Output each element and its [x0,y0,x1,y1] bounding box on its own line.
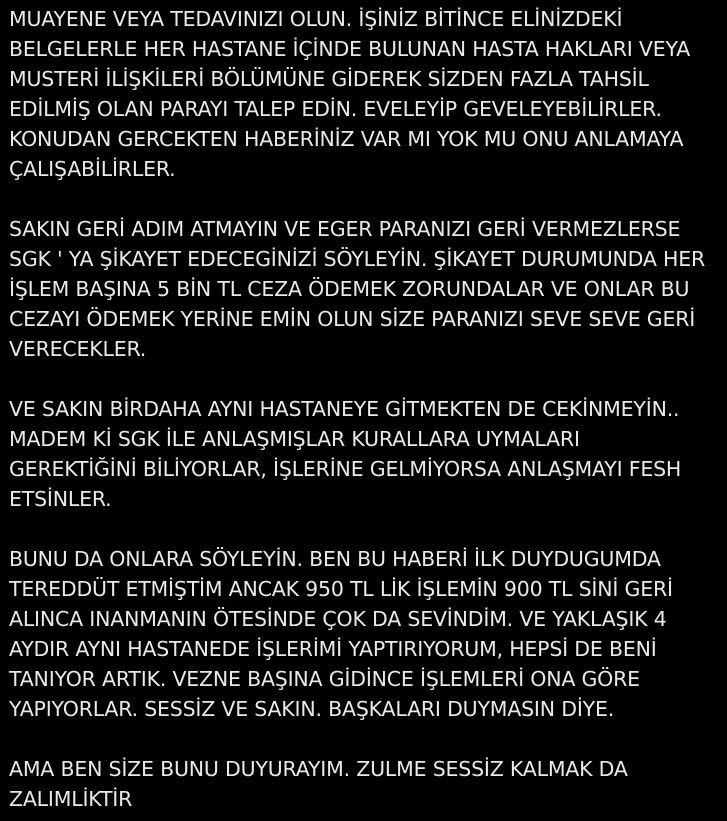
text-line: ALINCA INANMANIN ÖTESİNDE ÇOK DA SEVİNDİM. VE YAKLAŞIK 4 [9,607,667,631]
text-line: ETSİNLER. [9,487,112,511]
text-line: YAPIYORLAR. SESSİZ VE SAKIN. BAŞKALARI DUYMASIN DİYE. [9,697,615,721]
text-line: ÇALIŞABİLİRLER. [9,157,176,181]
text-line: SAKIN GERİ ADIM ATMAYIN VE EGER PARANIZI GERİ VERMEZLERSE [9,217,681,241]
text-line: MUAYENE VEYA TEDAVINIZI OLUN. İŞİNİZ BİTİNCE ELİNİZDEKİ [9,7,623,31]
text-line: VE SAKIN BİRDAHA AYNI HASTANEYE GİTMEKTEN DE CEKİNMEYİN.. [9,397,680,421]
text-line: BELGELERLE HER HASTANE İÇİNDE BULUNAN HASTA HAKLARI VEYA [9,37,691,61]
paragraph-5 [9,754,721,814]
text-line: EDİLMİŞ OLAN PARAYI TALEP EDİN. EVELEYİP GEVELEYEBİLİRLER. [9,97,662,121]
paragraph-3 [9,394,721,514]
text-line: MADEM Kİ SGK İLE ANLAŞMIŞLAR KURALLARA UYMALARI [9,427,580,451]
paragraph-spacer [9,184,721,214]
text-line: AYDIR AYNI HASTANEDE İŞLERİMİ YAPTIRIYORUM, HEPSİ DE BENİ [9,637,657,661]
text-line: SGK ' YA ŞİKAYET EDECEGİNİZİ SÖYLEYİN. ŞİKAYET DURUMUNDA HER [9,247,706,271]
text-line: CEZAYI ÖDEMEK YERİNE EMİN OLUN SİZE PARANIZI SEVE SEVE GERİ [9,307,696,331]
text-line: BUNU DA ONLARA SÖYLEYİN. BEN BU HABERİ İLK DUYDUGUMDA [9,547,661,571]
text-line: TEREDDÜT ETMİŞTİM ANCAK 950 TL LİK İŞLEMİN 900 TL SİNİ GERİ [9,577,673,601]
paragraph-spacer [9,364,721,394]
paragraph-2 [9,214,721,364]
text-line: TANIYOR ARTIK. VEZNE BAŞINA GİDİNCE İŞLEMLERİ ONA GÖRE [9,667,640,691]
post-body-text [9,4,721,814]
paragraph-4 [9,544,721,724]
text-line: GEREKTİĞİNİ BİLİYORLAR, İŞLERİNE GELMİYORSA ANLAŞMAYI FESH [9,457,682,481]
text-line: ZALIMLİKTİR [9,787,133,811]
paragraph-spacer [9,514,721,544]
text-line: VERECEKLER. [9,337,147,361]
text-line: İŞLEM BAŞINA 5 BİN TL CEZA ÖDEMEK ZORUNDALAR VE ONLAR BU [9,277,690,301]
text-line: KONUDAN GERCEKTEN HABERİNİZ VAR MI YOK MU ONU ANLAMAYA [9,127,684,151]
text-line: MUSTERİ İLİŞKİLERİ BÖLÜMÜNE GİDEREK SİZDEN FAZLA TAHSİL [9,67,649,91]
text-line: AMA BEN SİZE BUNU DUYURAYIM. ZULME SESSİZ KALMAK DA [9,757,628,781]
paragraph-1 [9,4,721,184]
paragraph-spacer [9,724,721,754]
